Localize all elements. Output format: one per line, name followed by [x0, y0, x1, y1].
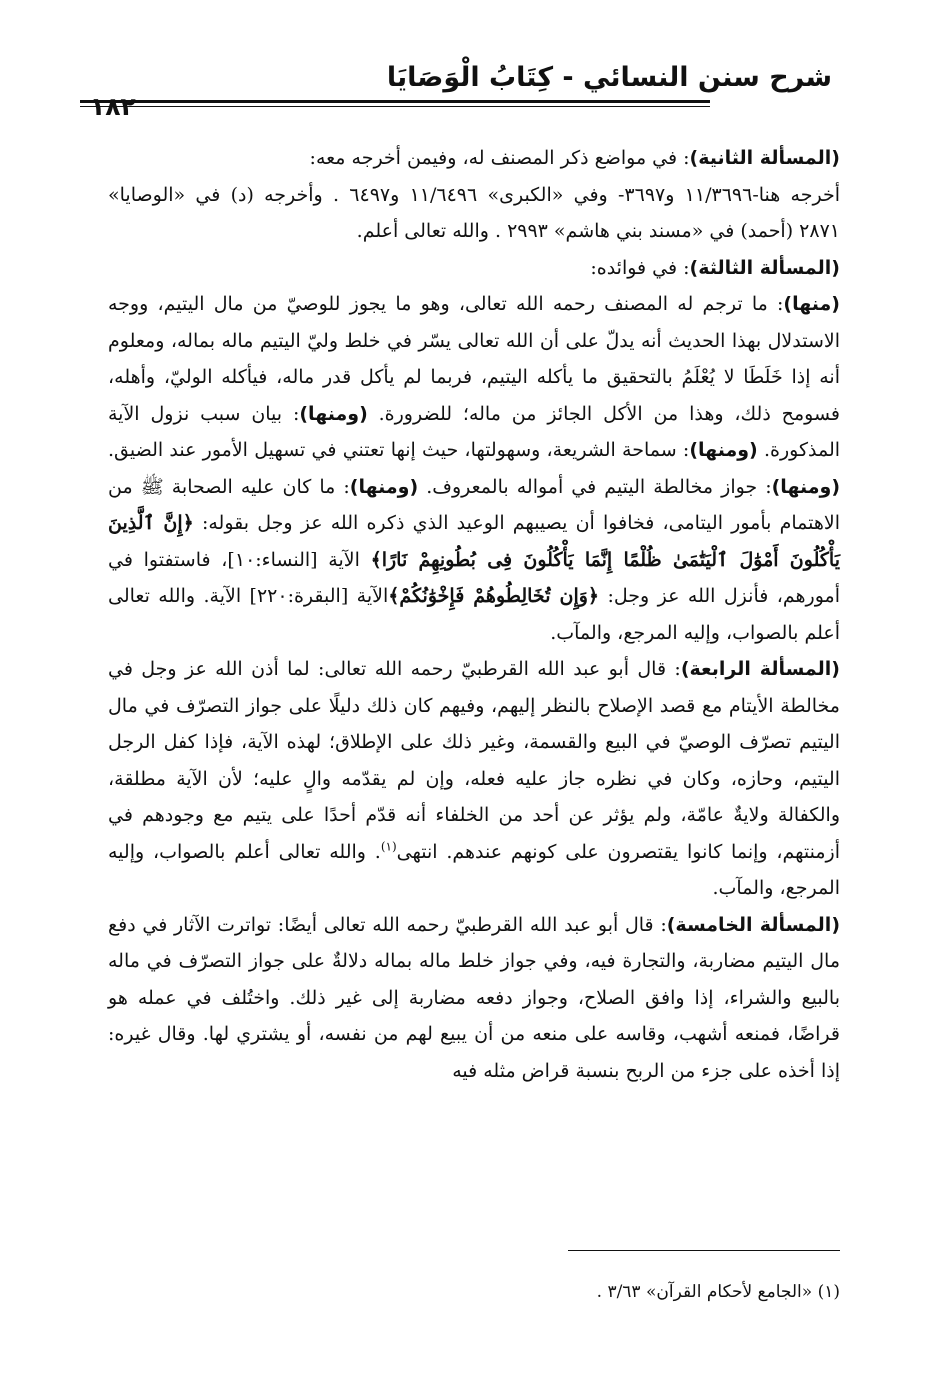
paragraph-issue-five — [108, 907, 840, 1090]
running-header — [80, 58, 840, 121]
paragraph-text: الآية [النساء:١٠]، فاستفتوا في أمورهم، فأنزل الله عز وجل: — [108, 548, 841, 607]
issue-heading: (المسألة الثانية) — [689, 147, 840, 169]
paragraph-text: أخرجه هنا-١١/٣٦٩٦ و٣٦٩٧- وفي «الكبرى» ١١/٦٤٩٦ و٦٤٩٧ . وأخرجه (د) في «الوصايا» ٢٨٧١ (أحمد) في «مسند بني هاشم» ٢٩٩٣ . والله تعالى أعلم. — [108, 183, 840, 242]
benefit-label: (ومنها) — [771, 475, 840, 498]
benefit-label: (منها) — [783, 293, 840, 315]
paragraph-issue-three — [108, 250, 840, 287]
header-rule — [80, 100, 710, 107]
issue-heading: (المسألة الرابعة) — [680, 658, 840, 680]
benefit-label: (ومنها) — [349, 475, 419, 498]
paragraph-text: : في مواضع ذكر المصنف له، وفيمن أخرجه معه: — [309, 147, 690, 169]
quran-verse: ﴿وَإِن تُخَالِطُوهُمْ فَإِخْوَٰنُكُمْ﴾ — [388, 585, 600, 607]
main-text — [108, 140, 840, 1089]
paragraph-issue-two — [108, 140, 840, 177]
quran-verse: ﴿إِنَّ ٱلَّذِينَ يَأْكُلُونَ أَمْوَٰلَ ٱلْيَتَٰمَىٰ ظُلْمًا إِنَّمَا يَأْكُلُونَ فِى بُطُونِهِمْ نَارًا﴾ — [108, 512, 840, 571]
paragraph-text: : في فوائده: — [590, 256, 690, 279]
paragraph-text: : ما ترجم له المصنف رحمه الله تعالى، وهو ما يجوز للوصيّ من مال اليتيم، ووجه الاستدلال بهذا الحديث أنه يدلّ على أن الله تعالى يسّر في خلط وليّ اليتيم ماله بماله، ومعلوم أنه إذا خَلَطَا لا يُعْلَمُ بالتحقيق ما يأكله اليتيم، فربما لم يأكل قدر ماله، فيأكله الوليّ، وأهله، فسومح ذلك، وهذا من الأكل الجائز من ماله؛ للضرورة. — [108, 293, 840, 425]
paragraph-text: : سماحة الشريعة، وسهولتها، حيث إنها تعتني في تسهيل الأمور عند الضيق. — [108, 439, 690, 461]
paragraph-text: الآية [البقرة:٢٢٠] الآية. والله تعالى أعلم بالصواب، وإليه المرجع، والمآب. — [108, 585, 840, 644]
benefit-label: (ومنها) — [299, 402, 368, 425]
issue-heading: (المسألة الخامسة) — [666, 913, 840, 936]
issue-heading: (المسألة الثالثة) — [689, 256, 840, 279]
running-title: شرح سنن النسائي - كِتَابُ الْوَصَايَا — [386, 62, 832, 93]
paragraph-text: . والله تعالى أعلم بالصواب، وإليه المرجع، والمآب. — [108, 840, 840, 899]
paragraph-text: : قال أبو عبد الله القرطبيّ رحمه الله تعالى: لما أذن الله عز وجل في مخالطة الأيتام مع قصد الإصلاح بالنظر إليهم، وفيهم كان ذلك دليلًا على جواز التصرّف في مال اليتيم تصرّف الوصيّ في البيع والقسمة، وغير ذلك على الإطلاق؛ لهذه الآية، فإذا كفل الرجل اليتيم، وحازه، وكان في نظره جاز عليه فعله، وإن لم يقدّمه والٍ عليه؛ لأن الآية مطلقة، والكفالة ولايةٌ عامّة، ولم يؤثر عن أحد من الخلفاء أنه قدّم أحدًا على يتيم مع وجودهم في أزمنتهم، وإنما كانوا يقتصرون على كونهم عندهم. انتهى — [108, 658, 840, 863]
benefit-label: (ومنها) — [689, 439, 758, 461]
paragraph-takhrij — [108, 177, 840, 250]
paragraph-text: : ما كان عليه الصحابة ﷺ من الاهتمام بأمور اليتامى، فخافوا أن يصيبهم الوعيد الذي ذكره الله عز وجل بقوله: — [108, 475, 840, 534]
footnote-marker: (١) — [380, 839, 397, 854]
paragraph-issue-four — [108, 651, 840, 907]
paragraph-benefits — [108, 286, 840, 651]
paragraph-text: : جواز مخالطة اليتيم في أمواله بالمعروف. — [426, 475, 772, 498]
paragraph-text: : قال أبو عبد الله القرطبيّ رحمه الله تعالى أيضًا: تواترت الآثار في دفع مال اليتيم مضاربة، والتجارة فيه، وفي جواز خلط ماله بماله دلالةٌ على جواز التصرّف في ماله بالبيع والشراء، إذا وافق الصلاح، وجواز دفعه مضاربة إلى غير ذلك. واختُلف في عمله هو قراضًا، فمنعه أشهب، وقاسه على منعه من أن يبيع لهم من نفسه، أو يشتري لها. وقال غيره: إذا أخذه على جزء من الربح بنسبة قراض مثله فيه — [108, 913, 840, 1082]
paragraph-text: : بيان سبب نزول الآية المذكورة. — [108, 402, 841, 461]
footnote: (١) «الجامع لأحكام القرآن» ٣/٦٣ . — [596, 1282, 840, 1302]
footnote-divider — [568, 1250, 840, 1251]
page-number: ١٨٢ — [90, 92, 136, 121]
